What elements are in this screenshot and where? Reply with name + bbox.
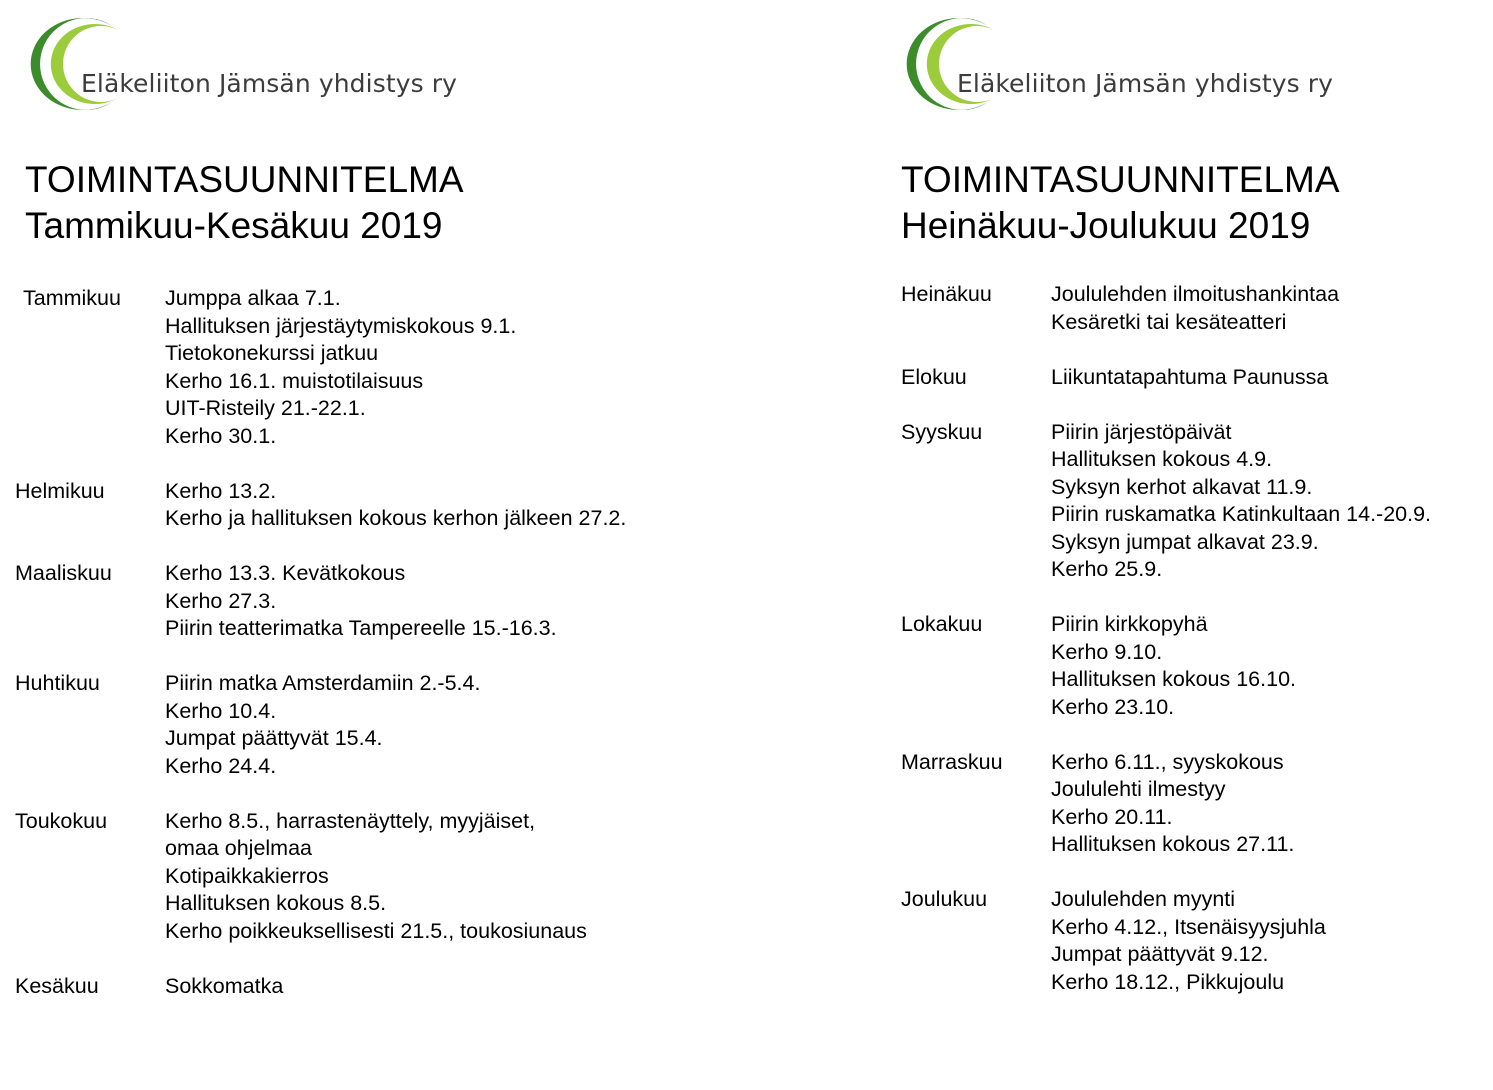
schedule-entry: Kerho 24.4.	[165, 753, 277, 778]
month-row	[901, 611, 1431, 721]
schedule-entry: Kerho 30.1.	[165, 423, 277, 448]
document-heading	[25, 157, 464, 249]
schedule-entry: Hallituksen kokous 16.10.	[1051, 667, 1297, 691]
month-name: Heinäkuu	[901, 282, 992, 306]
schedule-entry: Kerho 8.5., harrastenäyttely, myyjäiset,	[165, 808, 536, 833]
month-row	[901, 281, 1431, 336]
month-row	[15, 560, 626, 643]
schedule-entry: Kerho 6.11., syyskokous	[1051, 749, 1284, 774]
month-entries	[165, 478, 626, 533]
schedule-entry: UIT-Risteily 21.-22.1.	[165, 396, 366, 420]
month-name: Helmikuu	[15, 478, 105, 503]
schedule-entry: Piirin ruskamatka Katinkultaan 14.-20.9.	[1051, 502, 1432, 526]
month-name: Joulukuu	[901, 887, 988, 911]
schedule-entry: Kerho poikkeuksellisesti 21.5., toukosiunaus	[165, 918, 587, 943]
month-row	[15, 478, 626, 533]
document-heading	[901, 157, 1340, 249]
schedule-entry: Jumpat päättyvät 15.4.	[165, 726, 383, 750]
month-row	[901, 364, 1431, 392]
monthly-schedule	[901, 281, 1431, 1024]
schedule-entry: Kerho 9.10.	[1051, 639, 1163, 664]
schedule-entry: Liikuntatapahtuma Paunussa	[1051, 364, 1329, 389]
schedule-entry: Kerho 18.12., Pikkujoulu	[1051, 969, 1285, 994]
month-entries	[165, 973, 283, 1001]
schedule-entry: Piirin järjestöpäivät	[1051, 419, 1232, 444]
schedule-entry: Kerho 27.3.	[165, 588, 277, 613]
month-entries	[1051, 886, 1326, 996]
month-row	[901, 886, 1431, 996]
month-entries	[1051, 281, 1339, 336]
month-name: Huhtikuu	[15, 671, 100, 695]
month-row	[15, 808, 626, 946]
month-entries	[1051, 419, 1431, 584]
month-row	[901, 419, 1431, 584]
schedule-entry: Kerho 16.1. muistotilaisuus	[165, 368, 424, 393]
schedule-entry: Hallituksen kokous 8.5.	[165, 891, 387, 915]
month-entries	[1051, 364, 1328, 392]
schedule-entry: Piirin matka Amsterdamiin 2.-5.4.	[165, 671, 481, 695]
month-name: Maaliskuu	[15, 561, 112, 585]
schedule-entry: Kerho 23.10.	[1051, 694, 1175, 719]
schedule-entry: Piirin teatterimatka Tampereelle 15.-16.3.	[165, 616, 557, 640]
schedule-entry: Kerho ja hallituksen kokous kerhon jälkeen 27.2.	[165, 506, 627, 530]
month-name: Elokuu	[901, 364, 967, 389]
month-entries	[165, 670, 480, 780]
month-name: Toukokuu	[15, 808, 108, 833]
schedule-entry: Sokkomatka	[165, 973, 284, 998]
month-row	[15, 670, 626, 780]
schedule-entry: Kerho 13.2.	[165, 478, 277, 503]
schedule-entry: Syksyn jumpat alkavat 23.9.	[1051, 529, 1319, 554]
document-title: TOIMINTASUUNNITELMA	[901, 159, 1340, 200]
schedule-entry: Joululehti ilmestyy	[1051, 777, 1226, 801]
schedule-entry: Kerho 25.9.	[1051, 557, 1163, 581]
organization-name: Eläkeliiton Jämsän yhdistys ry	[957, 69, 1334, 98]
schedule-entry: Kesäretki tai kesäteatteri	[1051, 309, 1287, 334]
document-period: Heinäkuu-Joulukuu 2019	[901, 205, 1311, 246]
schedule-entry: Kotipaikkakierros	[165, 863, 329, 888]
month-entries	[165, 808, 587, 946]
month-entries	[165, 560, 557, 643]
schedule-entry: Jumppa alkaa 7.1.	[165, 286, 341, 310]
monthly-schedule	[15, 285, 626, 1028]
month-name: Marraskuu	[901, 749, 1003, 774]
schedule-entry: Hallituksen järjestäytymiskokous 9.1.	[165, 313, 517, 338]
month-name: Tammikuu	[23, 286, 121, 310]
schedule-entry: Hallituksen kokous 4.9.	[1051, 447, 1273, 471]
schedule-entry: Syksyn kerhot alkavat 11.9.	[1051, 474, 1313, 499]
schedule-entry: Kerho 20.11.	[1051, 804, 1173, 829]
month-row	[901, 749, 1431, 859]
organization-name: Eläkeliiton Jämsän yhdistys ry	[81, 69, 458, 98]
month-entries	[165, 285, 516, 450]
document-period: Tammikuu-Kesäkuu 2019	[25, 205, 443, 246]
schedule-entry: Kerho 13.3. Kevätkokous	[165, 561, 406, 585]
month-name: Lokakuu	[901, 612, 983, 636]
schedule-entry: Joululehden ilmoitushankintaa	[1051, 282, 1340, 306]
month-row	[15, 285, 626, 450]
schedule-entry: omaa ohjelmaa	[165, 836, 313, 860]
month-entries	[1051, 611, 1296, 721]
schedule-entry: Piirin kirkkopyhä	[1051, 612, 1208, 636]
month-row	[15, 973, 626, 1001]
schedule-entry: Jumpat päättyvät 9.12.	[1051, 942, 1269, 966]
schedule-entry: Hallituksen kokous 27.11.	[1051, 832, 1295, 856]
document-title: TOIMINTASUUNNITELMA	[25, 159, 464, 200]
schedule-entry: Tietokonekurssi jatkuu	[165, 341, 379, 365]
schedule-entry: Kerho 10.4.	[165, 698, 277, 723]
schedule-entry: Joululehden myynti	[1051, 887, 1236, 911]
month-name: Kesäkuu	[15, 973, 99, 998]
month-name: Syyskuu	[901, 419, 983, 444]
month-entries	[1051, 749, 1294, 859]
schedule-entry: Kerho 4.12., Itsenäisyysjuhla	[1051, 914, 1326, 939]
